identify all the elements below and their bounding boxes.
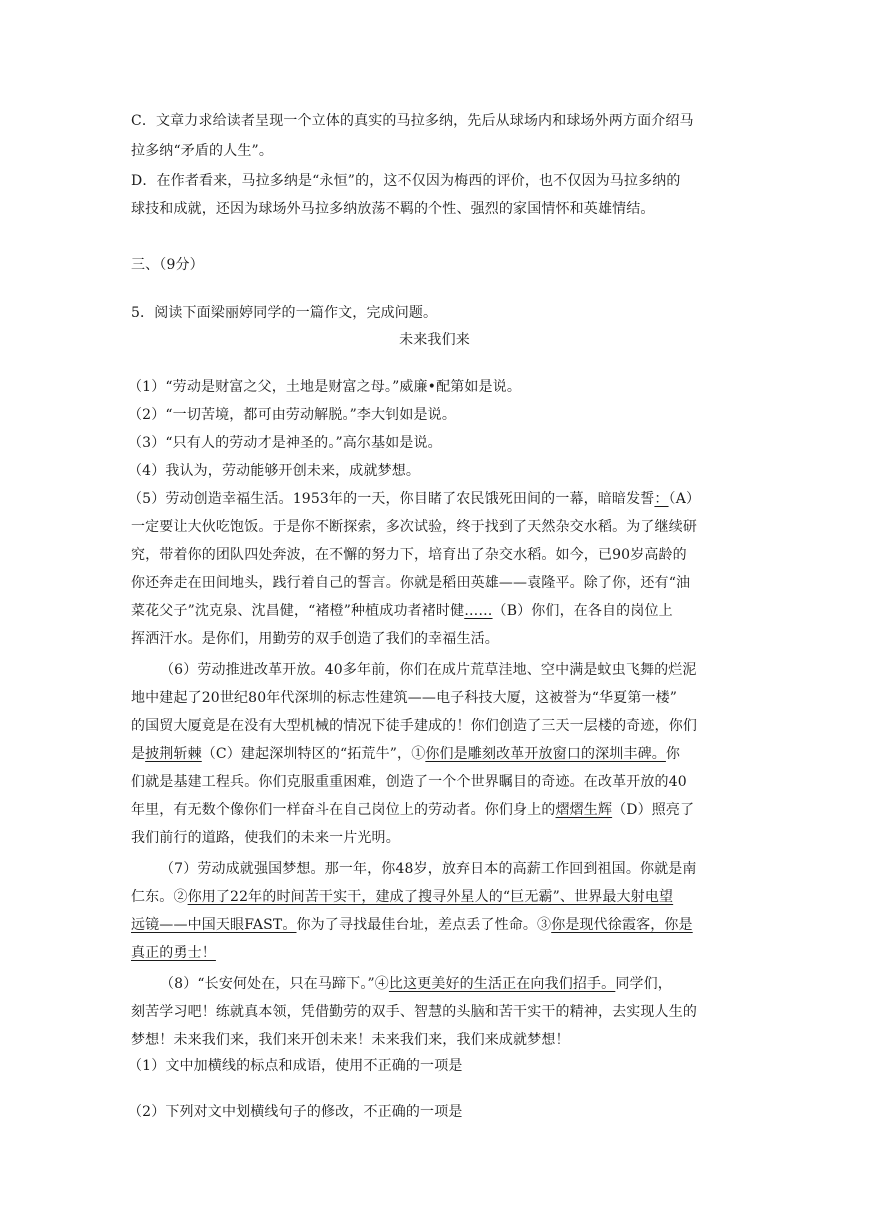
essay-p5-line-5 (131, 601, 741, 621)
essay-p5-line-3: 究，带着你的团队四处奔波，在不懈的努力下，培育出了杂交水稻。如今，已90岁高龄的 (131, 547, 687, 563)
sub-question-1: （1）文中加横线的标点和成语，使用不正确的一项是 (128, 1058, 463, 1074)
essay-p5-line-2: 一定要让大伙吃饱饭。于是你不断探索，多次试验，终于找到了天然杂交水稻。为了继续研 (131, 519, 697, 535)
essay-p8-line-2: 刻苦学习吧！练就真本领，凭借勤劳的双手、智慧的头脑和苦干实干的精神，去实现人生的 (131, 1004, 697, 1020)
text-run: （D）照亮了 (612, 802, 695, 818)
text-run: 你 (665, 746, 681, 762)
sub-question-2: （2）下列对文中划横线句子的修改，不正确的一项是 (128, 1104, 463, 1120)
option-d-line-2: 球技和成就，还因为球场外马拉多纳放荡不羁的个性、强烈的家国情怀和英雄情结。 (131, 201, 655, 217)
essay-p8-line-1 (160, 974, 741, 994)
text-run: （8）“长安何处在，只在马蹄下。”④ (160, 976, 389, 992)
marked-idiom-c: 披荆斩棘 (145, 746, 202, 762)
essay-paragraph-2: （2）“一切苦境，都可由劳动解脱。”李大钊如是说。 (128, 407, 456, 423)
essay-p6-line-1: （6）劳动推进改革开放。40多年前，你们在成片荒草洼地、空中满是蚊虫飞舞的烂泥 (160, 662, 697, 678)
text-run: 你为了寻找最佳台址，差点丢了性命。③ (296, 917, 552, 933)
underlined-sentence-3: 你是现代徐霞客，你是 (551, 917, 693, 933)
text-run: （5）劳动创造幸福生活。1953年的一天，你目睹了农民饿死田间的一幕，暗暗发誓 (128, 491, 655, 507)
underlined-sentence-2-cont: 远镜——中国天眼FAST。 (131, 917, 297, 933)
essay-p7-line-1: （7）劳动成就强国梦想。那一年，你48岁，放弃日本的高薪工作回到祖国。你就是南 (160, 861, 697, 877)
essay-p6-line-4 (131, 744, 741, 764)
essay-title: 未来我们来 (399, 332, 470, 348)
marked-punctuation-b: …… (464, 603, 493, 619)
option-c-line-1: C．文章力求给读者呈现一个立体的真实的马拉多纳，先后从球场内和球场外两方面介绍马 (131, 113, 694, 129)
text-run: 菜花父子”沈克泉、沈昌健，“褚橙”种植成功者褚时健 (131, 603, 465, 619)
text-run: 同学们， (615, 976, 672, 992)
underlined-sentence-4: 比这更美好的生活正在向我们招手。 (388, 976, 616, 992)
essay-paragraph-4: （4）我认为，劳动能够开创未来，成就梦想。 (128, 463, 421, 479)
essay-p6-line-3: 的国贸大厦竟是在没有大型机械的情况下徒手建成的！你们创造了三天一层楼的奇迹，你们 (131, 718, 697, 734)
question-5-prompt: 5．阅读下面梁丽婷同学的一篇作文，完成问题。 (131, 305, 438, 321)
text-run: （A） (668, 491, 701, 507)
essay-p5-line-1 (128, 489, 738, 509)
essay-p6-line-7: 我们前行的道路，使我们的未来一片光明。 (131, 830, 400, 846)
text-run: 是 (131, 746, 146, 762)
essay-paragraph-3: （3）“只有人的劳动才是神圣的。”高尔基如是说。 (128, 435, 442, 451)
essay-p8-line-3: 梦想！未来我们来，我们来开创未来！未来我们来，我们来成就梦想！ (131, 1032, 570, 1048)
essay-p6-line-5: 们就是基建工程兵。你们克服重重困难，创造了一个个世界瞩目的奇迹。在改革开放的40 (131, 774, 687, 790)
essay-paragraph-1: （1）“劳动是财富之父，土地是财富之母。”威廉•配第如是说。 (128, 379, 521, 395)
essay-p5-line-4: 你还奔走在田间地头，践行着自己的誓言。你就是稻田英雄——袁隆平。除了你，还有“油 (131, 575, 691, 591)
underlined-sentence-1: 你们是雕刻改革开放窗口的深圳丰碑。 (425, 746, 666, 762)
essay-p7-line-3 (131, 915, 741, 935)
text-run: 仁东。② (131, 889, 188, 905)
underlined-sentence-3-cont: 真正的勇士！ (131, 945, 216, 961)
section-heading: 三、（9分） (131, 257, 204, 273)
text-run: 年里，有无数个像你们一样奋斗在自己岗位上的劳动者。你们身上的 (131, 802, 556, 818)
essay-p5-line-6: 挥洒汗水。是你们，用勤劳的双手创造了我们的幸福生活。 (131, 631, 499, 647)
option-c-line-2: 拉多纳“矛盾的人生”。 (131, 143, 273, 159)
option-d-line-1: D．在作者看来，马拉多纳是“永恒”的，这不仅因为梅西的评价，也不仅因为马拉多纳的 (131, 173, 681, 189)
marked-punctuation-a: ： (654, 491, 669, 507)
text-run: （C）建起深圳特区的“拓荒牛”，① (201, 746, 426, 762)
essay-p7-line-2 (131, 887, 741, 907)
text-run: （B）你们，在各自的岗位上 (492, 603, 673, 619)
essay-p6-line-6 (131, 800, 741, 820)
essay-p6-line-2: 地中建起了20世纪80年代深圳的标志性建筑——电子科技大厦，这被誉为“华夏第一楼” (131, 690, 678, 706)
essay-p7-line-4 (131, 943, 741, 963)
underlined-sentence-2: 你用了22年的时间苦干实干，建成了搜寻外星人的“巨无霸”、世界最大射电望 (187, 889, 674, 905)
marked-idiom-d: 熠熠生辉 (555, 802, 613, 818)
